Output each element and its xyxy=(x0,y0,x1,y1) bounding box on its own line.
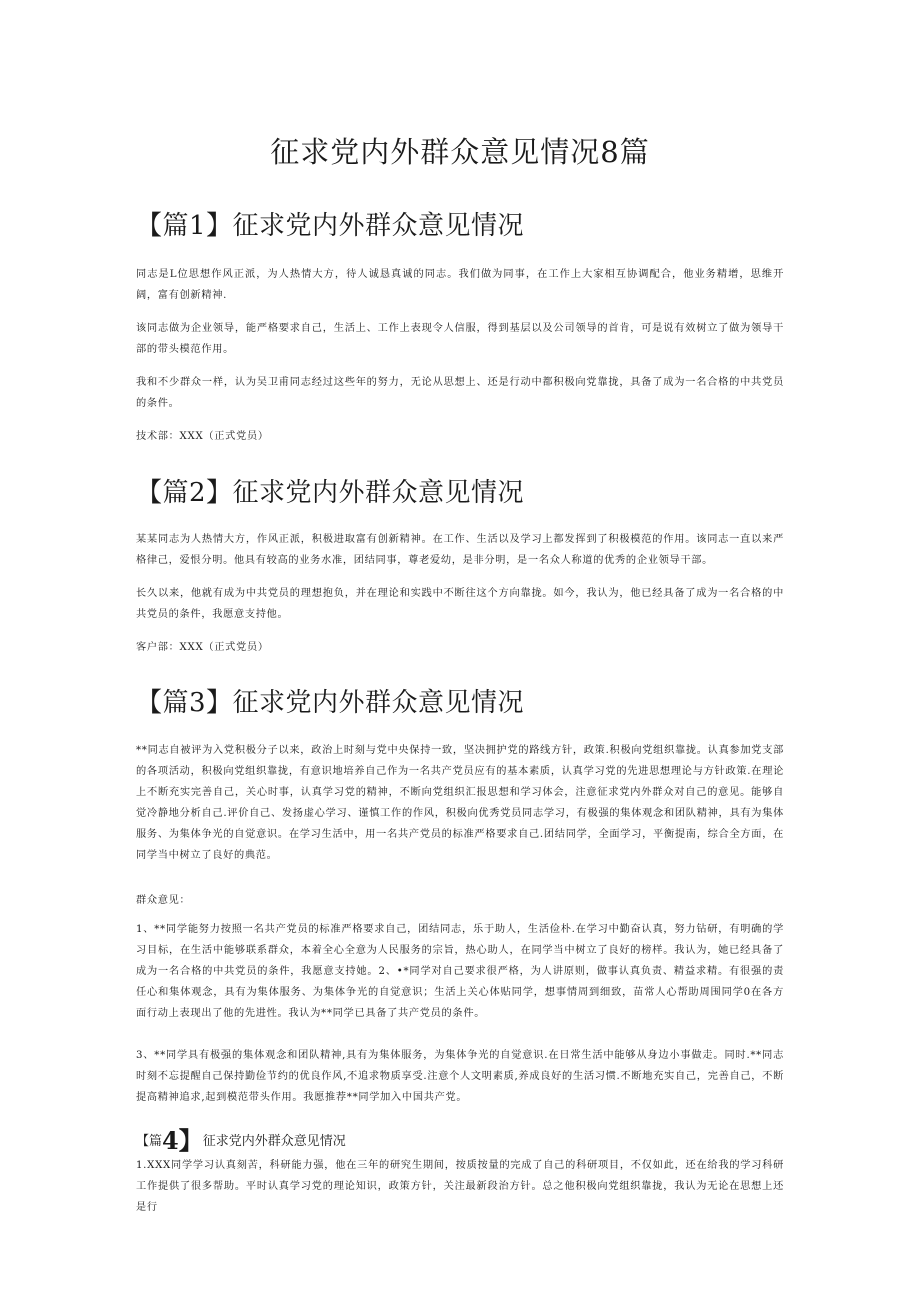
section-4-heading-number: 4】 xyxy=(162,1126,203,1155)
section-4-paragraph-1: 1.XXX同学学习认真刻苦，科研能力强，他在三年的研究生期间，按质按量的完成了自己的科研项目，不仅如此，还在给我的学习科研工作提供了很多帮助。平时认真学习党的理论知识，政策方针，关注最新段治方针。总之他积极向党组织靠拢，我认为无论在思想上还是行 xyxy=(136,1160,784,1213)
section-3-opinion-3: 3、**同学具有极强的集体观念和团队精神,具有为集体服务，为集体争光的自觉意识.在日常生活中能够从身边小事做走。同时.**同志时刻不忘提醒自己保持勤俭节约的优良作风,不追求物质享受.注意个人文明素质,养成良好的生活习惯.不断地充实自己，完善自己，不断提高精神追求,起到模范带头作用。我愿推荐**同学加入中国共产党。 xyxy=(136,1050,784,1103)
section-4-heading xyxy=(136,1121,346,1156)
section-2-paragraph-2: 长久以来，他就有成为中共党员的理想抱负，并在理论和实践中不断往这个方向靠拢。如今，我认为，他已经具备了成为一名合格的中共党员的条件，我愿意支持他。 xyxy=(136,588,784,620)
section-4-heading-prefix: 【篇 xyxy=(136,1134,163,1149)
section-1-paragraph-2: 该同志做为企业领导，能严格要求自己，生活上、工作上表现令人信服，得到基层以及公司领导的首肯，可是说有效树立了做为领导干部的带头模范作用。 xyxy=(136,323,784,355)
section-1-paragraph-3: 我和不少群众一样，认为吴卫甫同志经过这些年的努力，无论从思想上、还是行动中都积极向党靠拢，具备了成为一名合格的中共党员的条件。 xyxy=(136,377,784,409)
section-3-paragraph-1: **同志自被评为入党积极分子以来，政治上时刻与党中央保持一致，坚决拥护党的路线方针，政策.积极向党组织靠拢。认真参加党支部的各项活动，积极向党组织靠拢，有意识地培养自己作为一名共产党员应有的基本素质，认真学习党的先进思想理论与方针政策.在理论上不断充实完善自己，关心时事，认真学习党的精神，不断向党组织汇报思想和学习体会，注意征求党内外群众对自己的意见。能够自觉冷静地分析自己.评价自己、发扬虚心学习、谨慎工作的作风，积极向优秀党员同志学习，有极强的集体观念和团队精神，具有为集体服务、为集体争光的自觉意识。在学习生活中，用一名共产党员的标准严格要求自己.团结同学，全面学习，平衡提南，综合全方面，在同学当中树立了良好的典范。 xyxy=(136,745,784,861)
section-3-opinions-label: 群众意见： xyxy=(136,895,191,906)
section-2-signature: 客户部：XXX（正式党员） xyxy=(136,642,269,653)
section-2-heading: 【篇2】征求党内外群众意见情况 xyxy=(136,478,525,508)
section-1-heading: 【篇1】征求党内外群众意见情况 xyxy=(136,211,525,241)
document-title: 征求党内外群众意见情况8篇 xyxy=(270,135,650,169)
section-1-paragraph-1: 同志是L位思想作风正派，为人热情大方，待人诚恳真诚的同志。我们做为同事，在工作上大家相互协调配合，他业务精增，思维开阔，富有创新精神. xyxy=(136,269,784,301)
section-3-opinion-1-2: 1、**同学能努力按照一名共产党员的标准严格要求自己，团结同志，乐于助人，生活俭朴.在学习中勤奋认真，努力钻研，有明确的学习目标，在生活中能够联系群众，本着全心全意为人民服务的宗旨，热心助人，在同学当中树立了良好的榜样。我认为，她已经具备了成为一名合格的中共党员的条件，我愿意支持她。2、•*同学对自己要求很严格，为人讲原则，做事认真负责、精益求精。有很强的责任心和集体观念，具有为集体服务、为集体争光的自觉意识；生活上关心体贴同学，想事情周到细致，苗常人心帮助周围同学0在各方面行动上表现出了他的先进性。我认为**同学已具备了共产党员的条件。 xyxy=(136,924,784,1019)
section-2-paragraph-1: 某某同志为人热情大方，作风正派，积极进取富有创新精神。在工作、生活以及学习上都发挥到了积极模范的作用。该同志一直以来严格律己，爱恨分明。他具有较高的业务水准，团结同事，尊老爱幼，是非分明，是一名众人称道的优秀的企业领导干部。 xyxy=(136,534,784,566)
section-1-signature: 技术部：XXX（正式党员） xyxy=(136,431,269,442)
section-3-heading: 【篇3】征求党内外群众意见情况 xyxy=(136,688,525,718)
section-4-heading-text: 征求党内外群众意见情况 xyxy=(202,1134,346,1149)
